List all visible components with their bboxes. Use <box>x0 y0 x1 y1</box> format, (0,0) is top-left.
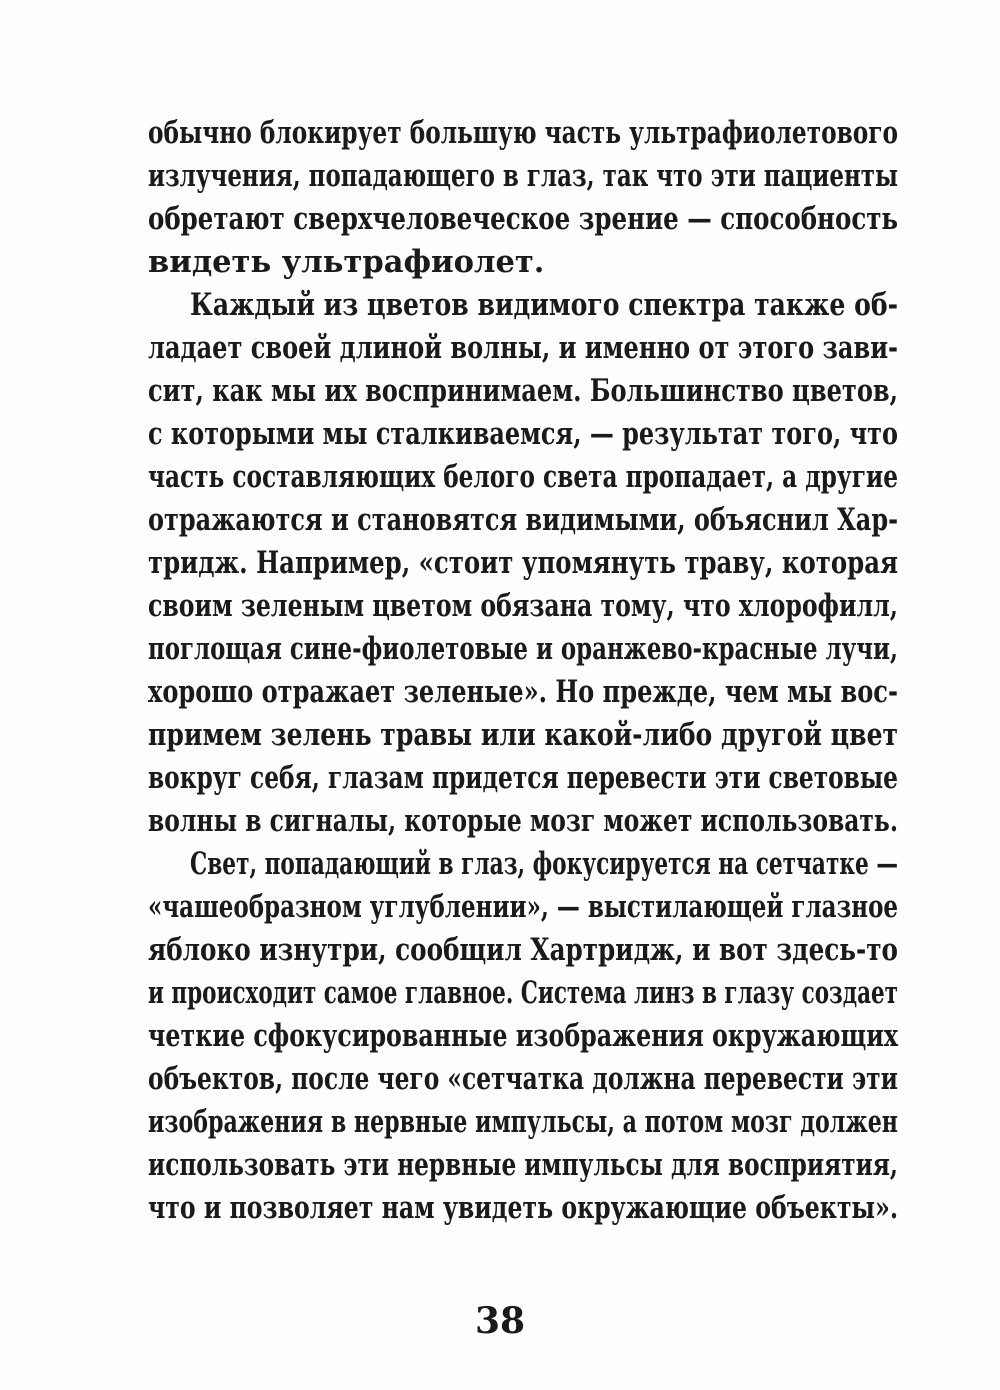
text-line <box>148 1187 898 1230</box>
text-line-content: что и позволяет нам увидеть окружающие объекты». <box>148 1190 899 1226</box>
text-line <box>148 112 898 155</box>
text-line <box>148 499 898 542</box>
text-line-content: с которыми мы сталкиваемся, — результат того, что <box>148 416 898 452</box>
text-line <box>148 284 898 327</box>
text-line <box>148 198 898 241</box>
text-line <box>148 456 898 499</box>
text-line-content: хорошо отражает зеленые». Но прежде, чем мы вос- <box>148 674 898 710</box>
text-line <box>148 757 898 800</box>
text-line-content: Свет, попадающий в глаз, фокусируется на сетчатке — <box>190 846 899 882</box>
text-line <box>148 972 898 1015</box>
text-line-content: «чашеобразном углублении», — выстилающей глазное <box>148 889 899 925</box>
text-line <box>148 628 898 671</box>
text-line <box>148 886 898 929</box>
text-line <box>148 327 898 370</box>
text-line-content: изображения в нервные импульсы, а потом мозг должен <box>148 1104 898 1140</box>
text-line <box>148 714 898 757</box>
text-line <box>148 1015 898 1058</box>
text-line <box>148 241 898 284</box>
text-line-content: вокруг себя, глазам придется перевести эти световые <box>148 760 898 796</box>
body-text <box>148 112 898 1230</box>
text-line <box>148 843 898 886</box>
text-line-content: волны в сигналы, которые мозг может использовать. <box>148 803 898 839</box>
text-line-content: поглощая сине-фиолетовые и оранжево-красные лучи, <box>148 631 898 667</box>
text-line-content: излучения, попадающего в глаз, так что эти пациенты <box>148 158 899 194</box>
text-line <box>148 800 898 843</box>
text-line-content: Каждый из цветов видимого спектра также об- <box>190 287 899 323</box>
text-line-content: отражаются и становятся видимыми, объяснил Хар- <box>148 502 899 538</box>
text-line-content: обычно блокирует большую часть ультрафиолетового <box>148 115 898 151</box>
text-line-content: обретают сверхчеловеческое зрение — способность <box>148 201 899 237</box>
text-line <box>148 929 898 972</box>
text-line-content: примем зелень травы или какой-либо другой цвет <box>148 717 899 753</box>
text-line-content: своим зеленым цветом обязана тому, что хлорофилл, <box>148 588 899 624</box>
text-line <box>148 1058 898 1101</box>
text-line-content: сит, как мы их воспринимаем. Большинство цветов, <box>148 373 899 409</box>
text-line-content: ладает своей длиной волны, и именно от этого зави- <box>148 330 899 366</box>
text-line <box>148 155 898 198</box>
text-line-content: видеть ультрафиолет. <box>148 244 545 280</box>
text-line-content: четкие сфокусированные изображения окружающих <box>148 1018 898 1054</box>
text-line <box>148 413 898 456</box>
page-number: 38 <box>474 1300 526 1342</box>
text-line-content: яблоко изнутри, сообщил Хартридж, и вот здесь-то <box>148 932 898 968</box>
text-line <box>148 1144 898 1187</box>
text-line-content: использовать эти нервные импульсы для восприятия, <box>148 1147 898 1183</box>
text-line <box>148 671 898 714</box>
text-line <box>148 585 898 628</box>
text-line-content: часть составляющих белого света пропадает, а другие <box>148 459 898 495</box>
text-line-content: объектов, после чего «сетчатка должна перевести эти <box>148 1061 898 1097</box>
text-line <box>148 1101 898 1144</box>
text-line <box>148 542 898 585</box>
text-line-content: тридж. Например, «стоит упомянуть траву, которая <box>148 545 899 581</box>
text-line <box>148 370 898 413</box>
text-line-content: и происходит самое главное. Система линз в глазу создает <box>148 975 898 1011</box>
